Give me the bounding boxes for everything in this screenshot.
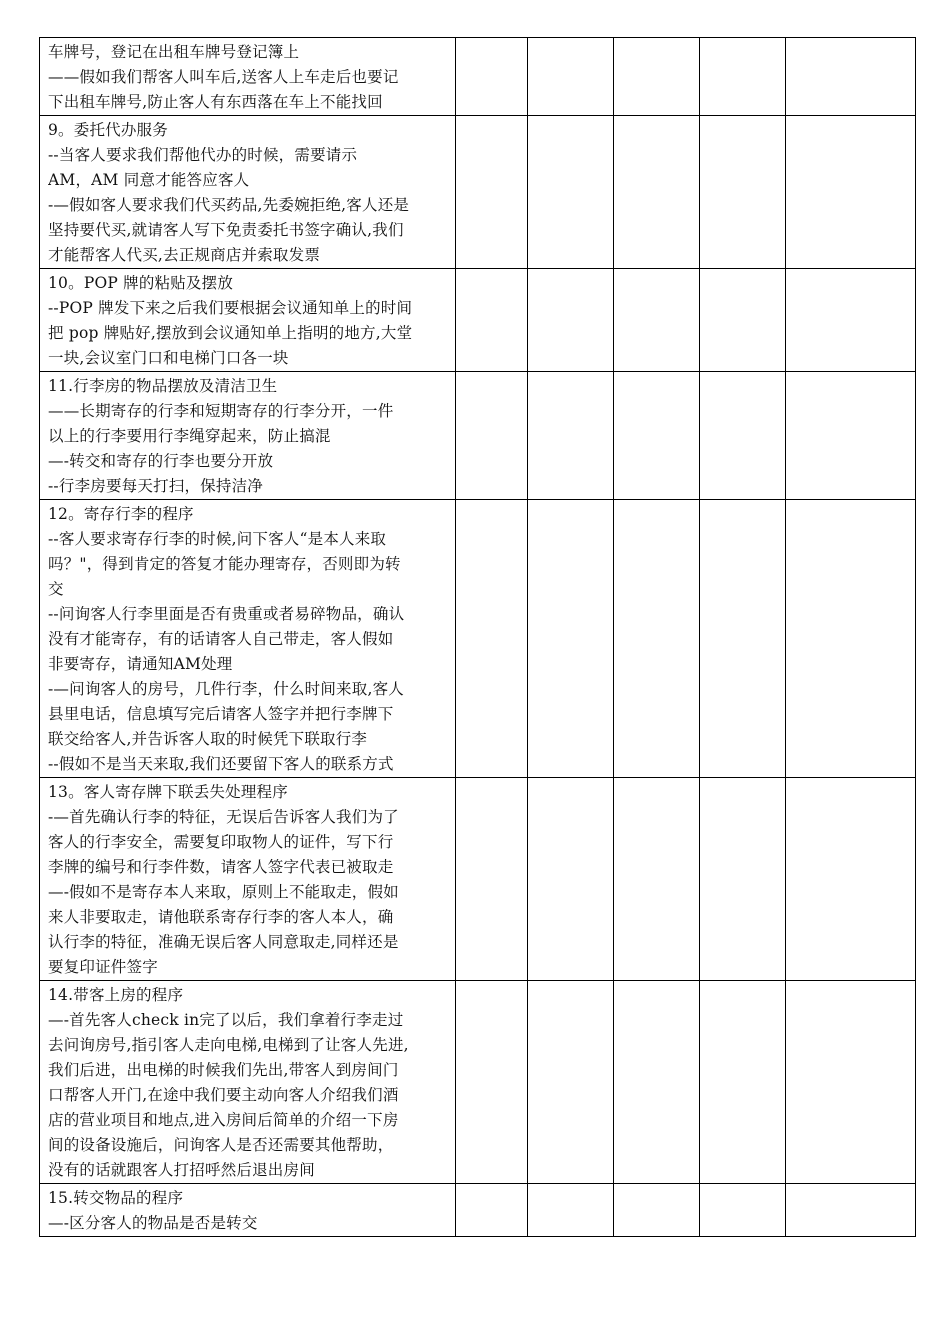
procedure-text-line: 要复印证件签字 bbox=[48, 958, 158, 976]
procedure-text-line: 来人非要取走，请他联系寄存行李的客人本人，确 bbox=[48, 908, 394, 926]
procedure-text-line: 13。客人寄存牌下联丢失处理程序 bbox=[48, 783, 288, 801]
procedure-text-line: 我们后进，出电梯的时候我们先出,带客人到房间门 bbox=[48, 1061, 399, 1079]
procedure-text-cell bbox=[40, 372, 456, 500]
procedure-text-line: --假如不是当天来取,我们还要留下客人的联系方式 bbox=[48, 755, 394, 773]
check-cell-2 bbox=[528, 269, 614, 372]
procedure-text-cell bbox=[40, 981, 456, 1184]
procedure-text-line: —-首先客人check in完了以后，我们拿着行李走过 bbox=[48, 1011, 404, 1029]
check-cell-3 bbox=[614, 38, 700, 116]
procedure-text-line: --客人要求寄存行李的时候,问下客人“是本人来取 bbox=[48, 530, 387, 548]
table-row bbox=[40, 981, 916, 1184]
table-row bbox=[40, 116, 916, 269]
procedure-text-line: 12。寄存行李的程序 bbox=[48, 505, 194, 523]
check-cell-4 bbox=[700, 778, 786, 981]
procedure-text-line: 交 bbox=[48, 580, 64, 598]
procedure-text-line: 没有才能寄存，有的话请客人自己带走，客人假如 bbox=[48, 630, 394, 648]
procedure-text-cell bbox=[40, 1184, 456, 1237]
procedure-text-cell bbox=[40, 778, 456, 981]
procedure-checklist-table bbox=[39, 37, 916, 1237]
procedure-text-line: -—问询客人的房号，几件行李，什么时间来取,客人 bbox=[48, 680, 404, 698]
check-cell-3 bbox=[614, 1184, 700, 1237]
check-cell-2 bbox=[528, 778, 614, 981]
procedure-text-line: 以上的行李要用行李绳穿起来，防止搞混 bbox=[48, 427, 331, 445]
check-cell-1 bbox=[456, 269, 528, 372]
procedure-text-line: 李牌的编号和行李件数，请客人签字代表已被取走 bbox=[48, 858, 394, 876]
check-cell-5 bbox=[786, 38, 916, 116]
table-row bbox=[40, 372, 916, 500]
procedure-text-line: 认行李的特征，准确无误后客人同意取走,同样还是 bbox=[48, 933, 399, 951]
procedure-text-line: —-转交和寄存的行李也要分开放 bbox=[48, 452, 274, 470]
table-row bbox=[40, 38, 916, 116]
check-cell-1 bbox=[456, 981, 528, 1184]
table-body bbox=[40, 38, 916, 1237]
procedure-text-line: 店的营业项目和地点,进入房间后简单的介绍一下房 bbox=[48, 1111, 399, 1129]
procedure-text-cell bbox=[40, 38, 456, 116]
procedure-text-line: --问询客人行李里面是否有贵重或者易碎物品，确认 bbox=[48, 605, 405, 623]
check-cell-1 bbox=[456, 500, 528, 778]
check-cell-3 bbox=[614, 981, 700, 1184]
procedure-text-line: 间的设备设施后，问询客人是否还需要其他帮助， bbox=[48, 1136, 394, 1154]
check-cell-3 bbox=[614, 372, 700, 500]
procedure-text-line: -—假如客人要求我们代买药品,先委婉拒绝,客人还是 bbox=[48, 196, 410, 214]
procedure-text-line: 吗？"，得到肯定的答复才能办理寄存，否则即为转 bbox=[48, 555, 401, 573]
procedure-text-line: 下出租车牌号,防止客人有东西落在车上不能找回 bbox=[48, 93, 383, 111]
check-cell-4 bbox=[700, 116, 786, 269]
check-cell-4 bbox=[700, 500, 786, 778]
table-row bbox=[40, 500, 916, 778]
check-cell-1 bbox=[456, 778, 528, 981]
procedure-text-line: 把 pop 牌贴好,摆放到会议通知单上指明的地方,大堂 bbox=[48, 324, 413, 342]
procedure-text-line: 10。POP 牌的粘贴及摆放 bbox=[48, 274, 234, 292]
check-cell-2 bbox=[528, 116, 614, 269]
procedure-text-line: --当客人要求我们帮他代办的时候，需要请示 bbox=[48, 146, 358, 164]
procedure-text-line: 非要寄存，请通知AM处理 bbox=[48, 655, 233, 673]
procedure-text-line: 14.带客上房的程序 bbox=[48, 986, 184, 1004]
check-cell-1 bbox=[456, 1184, 528, 1237]
check-cell-5 bbox=[786, 778, 916, 981]
table-row bbox=[40, 269, 916, 372]
check-cell-4 bbox=[700, 38, 786, 116]
procedure-text-line: 坚持要代买,就请客人写下免责委托书签字确认,我们 bbox=[48, 221, 404, 239]
procedure-text-line: 11.行李房的物品摆放及清洁卫生 bbox=[48, 377, 278, 395]
procedure-text-cell bbox=[40, 269, 456, 372]
procedure-text-cell bbox=[40, 500, 456, 778]
table-row bbox=[40, 778, 916, 981]
check-cell-3 bbox=[614, 500, 700, 778]
check-cell-5 bbox=[786, 269, 916, 372]
check-cell-2 bbox=[528, 500, 614, 778]
check-cell-5 bbox=[786, 981, 916, 1184]
check-cell-4 bbox=[700, 372, 786, 500]
procedure-text-line: 县里电话，信息填写完后请客人签字并把行李牌下 bbox=[48, 705, 394, 723]
check-cell-5 bbox=[786, 500, 916, 778]
procedure-text-line: ——长期寄存的行李和短期寄存的行李分开，一件 bbox=[48, 402, 394, 420]
procedure-text-line: 车牌号，登记在出租车牌号登记簿上 bbox=[48, 43, 300, 61]
check-cell-1 bbox=[456, 116, 528, 269]
procedure-text-line: 去问询房号,指引客人走向电梯,电梯到了让客人先进, bbox=[48, 1036, 409, 1054]
check-cell-3 bbox=[614, 778, 700, 981]
check-cell-2 bbox=[528, 372, 614, 500]
procedure-text-line: 9。委托代办服务 bbox=[48, 121, 168, 139]
check-cell-3 bbox=[614, 116, 700, 269]
check-cell-5 bbox=[786, 372, 916, 500]
check-cell-1 bbox=[456, 372, 528, 500]
table-row bbox=[40, 1184, 916, 1237]
procedure-text-line: AM，AM 同意才能答应客人 bbox=[48, 171, 250, 189]
procedure-text-line: -—首先确认行李的特征，无误后告诉客人我们为了 bbox=[48, 808, 399, 826]
procedure-text-line: —-假如不是寄存本人来取，原则上不能取走，假如 bbox=[48, 883, 399, 901]
procedure-text-line: 客人的行李安全，需要复印取物人的证件，写下行 bbox=[48, 833, 394, 851]
check-cell-4 bbox=[700, 981, 786, 1184]
check-cell-2 bbox=[528, 1184, 614, 1237]
procedure-text-line: 口帮客人开门,在途中我们要主动向客人介绍我们酒 bbox=[48, 1086, 399, 1104]
procedure-text-line: 一块,会议室门口和电梯门口各一块 bbox=[48, 349, 289, 367]
check-cell-5 bbox=[786, 1184, 916, 1237]
procedure-text-line: ——假如我们帮客人叫车后,送客人上车走后也要记 bbox=[48, 68, 399, 86]
check-cell-1 bbox=[456, 38, 528, 116]
procedure-text-line: 才能帮客人代买,去正规商店并索取发票 bbox=[48, 246, 321, 264]
procedure-text-line: --行李房要每天打扫，保持洁净 bbox=[48, 477, 263, 495]
procedure-text-line: —-区分客人的物品是否是转交 bbox=[48, 1214, 258, 1232]
procedure-text-line: 联交给客人,并告诉客人取的时候凭下联取行李 bbox=[48, 730, 368, 748]
check-cell-2 bbox=[528, 38, 614, 116]
check-cell-4 bbox=[700, 269, 786, 372]
check-cell-4 bbox=[700, 1184, 786, 1237]
check-cell-3 bbox=[614, 269, 700, 372]
procedure-text-line: --POP 牌发下来之后我们要根据会议通知单上的时间 bbox=[48, 299, 413, 317]
check-cell-5 bbox=[786, 116, 916, 269]
procedure-text-cell bbox=[40, 116, 456, 269]
procedure-text-line: 没有的话就跟客人打招呼然后退出房间 bbox=[48, 1161, 315, 1179]
procedure-text-line: 15.转交物品的程序 bbox=[48, 1189, 184, 1207]
check-cell-2 bbox=[528, 981, 614, 1184]
